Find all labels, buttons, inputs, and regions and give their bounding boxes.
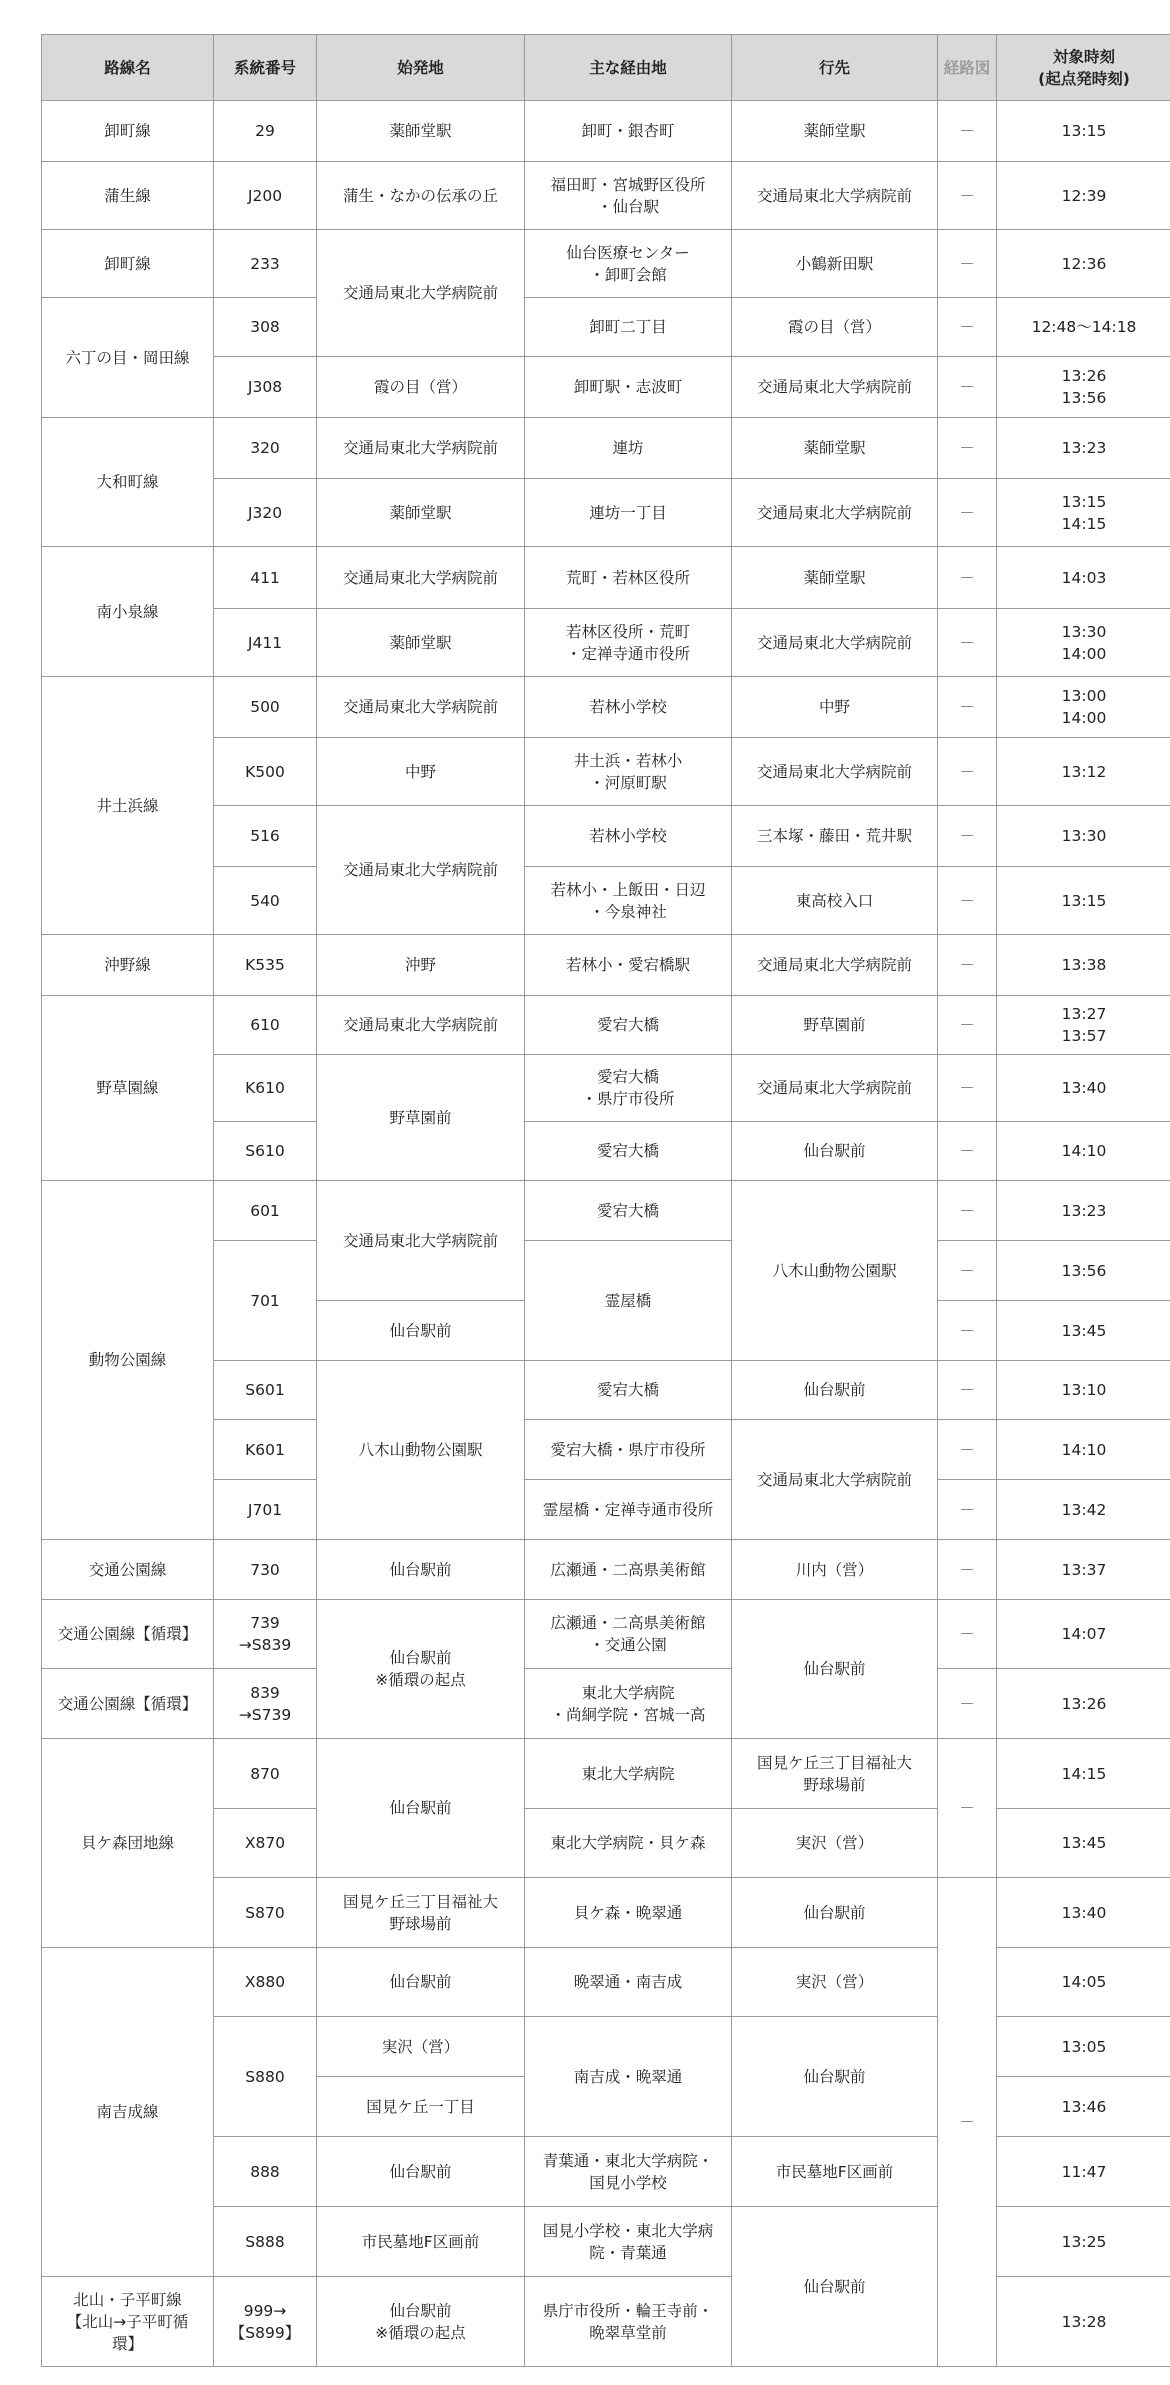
destination: 野草園前 [732,996,938,1055]
route-code: 500 [214,677,317,738]
destination: 三本塚・藤田・荒井駅 [732,806,938,867]
header-via: 主な経由地 [525,35,732,101]
via: 霊屋橋 [525,1241,732,1361]
table-row [42,1540,1170,1600]
route-map-link[interactable]: － [938,1669,997,1739]
route-code: 516 [214,806,317,867]
route-code: X870 [214,1809,317,1878]
departure-time: 13:10 [997,1361,1170,1420]
via: 広瀬通・二高県美術館 [525,1540,732,1600]
route-map-link[interactable]: － [938,738,997,806]
origin: 交通局東北大学病院前 [317,230,525,357]
origin: 交通局東北大学病院前 [317,418,525,479]
route-code: S888 [214,2207,317,2277]
via: 愛宕大橋 [525,1181,732,1241]
table-row [42,1600,1170,1669]
origin: 国見ケ丘一丁目 [317,2077,525,2137]
departure-time: 13:45 [997,1809,1170,1878]
departure-time: 13:26 [997,1669,1170,1739]
destination: 仙台駅前 [732,2017,938,2137]
table-row [42,230,1170,298]
departure-time: 14:10 [997,1122,1170,1181]
departure-time: 13:26 13:56 [997,357,1170,418]
origin: 仙台駅前 ※循環の起点 [317,1600,525,1739]
origin: 薬師堂駅 [317,101,525,162]
departure-time: 12:39 [997,162,1170,230]
origin: 中野 [317,738,525,806]
departure-time: 13:23 [997,1181,1170,1241]
route-map-link[interactable]: － [938,1361,997,1420]
via: 若林区役所・荒町 ・定禅寺通市役所 [525,609,732,677]
table-row [42,2277,1170,2367]
destination: 仙台駅前 [732,1878,938,1948]
destination: 交通局東北大学病院前 [732,1420,938,1540]
origin: 実沢（営） [317,2017,525,2077]
route-code: 308 [214,298,317,357]
route-map-link[interactable]: － [938,1241,997,1301]
route-code: 870 [214,1739,317,1809]
departure-time: 14:10 [997,1420,1170,1480]
route-map-link[interactable]: － [938,677,997,738]
route-code: S610 [214,1122,317,1181]
route-map-link[interactable]: － [938,867,997,935]
departure-time: 13:30 [997,806,1170,867]
departure-time: 13:00 14:00 [997,677,1170,738]
route-code: K610 [214,1055,317,1122]
route-map-link[interactable]: － [938,1540,997,1600]
table-row [42,162,1170,230]
route-code: 999→ 【S899】 [214,2277,317,2367]
table-row [42,1948,1170,2017]
origin: 仙台駅前 [317,1301,525,1361]
destination: 川内（営） [732,1540,938,1600]
route-code: 320 [214,418,317,479]
via: 愛宕大橋 [525,1361,732,1420]
via: 東北大学病院・貝ケ森 [525,1809,732,1878]
via: 若林小学校 [525,677,732,738]
table-row [42,996,1170,1055]
route-code: 540 [214,867,317,935]
via: 仙台医療センター ・卸町会館 [525,230,732,298]
departure-time: 13:12 [997,738,1170,806]
departure-time: 13:40 [997,1878,1170,1948]
departure-time: 13:37 [997,1540,1170,1600]
via: 荒町・若林区役所 [525,547,732,609]
origin: 交通局東北大学病院前 [317,806,525,935]
route-code: S870 [214,1878,317,1948]
destination: 薬師堂駅 [732,547,938,609]
route-map-link[interactable]: － [938,1420,997,1480]
origin: 市民墓地F区画前 [317,2207,525,2277]
table-row [42,677,1170,738]
via: 若林小・上飯田・日辺 ・今泉神社 [525,867,732,935]
route-map-link[interactable]: － [938,298,997,357]
route-name: 卸町線 [42,230,214,298]
route-code: K500 [214,738,317,806]
departure-time: 12:48～14:18 [997,298,1170,357]
origin: 霞の目（営） [317,357,525,418]
via: 東北大学病院 ・尚絅学院・宮城一高 [525,1669,732,1739]
destination: 中野 [732,677,938,738]
route-code: J701 [214,1480,317,1540]
route-map-link[interactable]: － [938,418,997,479]
departure-time: 13:56 [997,1241,1170,1301]
header-time: 対象時刻 (起点発時刻) [997,35,1170,101]
route-code: 411 [214,547,317,609]
via: 連坊一丁目 [525,479,732,547]
destination: 実沢（営） [732,1809,938,1878]
origin: 国見ケ丘三丁目福祉大 野球場前 [317,1878,525,1948]
destination: 国見ケ丘三丁目福祉大 野球場前 [732,1739,938,1809]
via: 卸町二丁目 [525,298,732,357]
departure-time: 13:27 13:57 [997,996,1170,1055]
route-name: 野草園線 [42,996,214,1181]
via: 井土浜・若林小 ・河原町駅 [525,738,732,806]
departure-time: 13:42 [997,1480,1170,1540]
departure-time: 13:15 [997,867,1170,935]
route-code: S880 [214,2017,317,2137]
route-code: 610 [214,996,317,1055]
route-map-link[interactable]: － [938,1878,997,2367]
header-code: 系統番号 [214,35,317,101]
header-route: 路線名 [42,35,214,101]
route-map-link[interactable]: － [938,101,997,162]
departure-time: 14:03 [997,547,1170,609]
destination: 薬師堂駅 [732,101,938,162]
via: 南吉成・晩翠通 [525,2017,732,2137]
route-map-link[interactable]: － [938,162,997,230]
via: 広瀬通・二高県美術館 ・交通公園 [525,1600,732,1669]
destination: 交通局東北大学病院前 [732,357,938,418]
route-code: X880 [214,1948,317,2017]
route-name: 卸町線 [42,101,214,162]
origin: 沖野 [317,935,525,996]
destination: 仙台駅前 [732,1361,938,1420]
route-map-link[interactable]: － [938,1055,997,1122]
route-map-link[interactable]: － [938,1301,997,1361]
departure-time: 12:36 [997,230,1170,298]
via: 卸町駅・志波町 [525,357,732,418]
header-dest: 行先 [732,35,938,101]
destination: 小鶴新田駅 [732,230,938,298]
table-row [42,1669,1170,1739]
origin: 交通局東北大学病院前 [317,547,525,609]
table-row [42,1181,1170,1241]
destination: 交通局東北大学病院前 [732,935,938,996]
route-code: J308 [214,357,317,418]
route-map-link[interactable]: － [938,357,997,418]
route-name: 交通公園線 [42,1540,214,1600]
departure-time: 13:28 [997,2277,1170,2367]
route-name: 貝ケ森団地線 [42,1739,214,1948]
origin: 蒲生・なかの伝承の丘 [317,162,525,230]
route-name: 北山・子平町線 【北山→子平町循 環】 [42,2277,214,2367]
departure-time: 13:25 [997,2207,1170,2277]
via: 霊屋橋・定禅寺通市役所 [525,1480,732,1540]
destination: 市民墓地F区画前 [732,2137,938,2207]
departure-time: 13:15 [997,101,1170,162]
destination: 霞の目（営） [732,298,938,357]
route-map-link[interactable]: － [938,1739,997,1878]
departure-time: 14:07 [997,1600,1170,1669]
route-map-link[interactable]: － [938,1600,997,1669]
via: 卸町・銀杏町 [525,101,732,162]
route-code: J320 [214,479,317,547]
departure-time: 14:15 [997,1739,1170,1809]
table-row [42,1739,1170,1809]
departure-time: 13:30 14:00 [997,609,1170,677]
route-map-link[interactable]: － [938,609,997,677]
destination: 交通局東北大学病院前 [732,162,938,230]
destination: 交通局東北大学病院前 [732,609,938,677]
route-map-link[interactable]: － [938,996,997,1055]
origin: 薬師堂駅 [317,479,525,547]
via: 青葉通・東北大学病院・ 国見小学校 [525,2137,732,2207]
route-code: 601 [214,1181,317,1241]
origin: 仙台駅前 [317,1739,525,1878]
departure-time: 13:23 [997,418,1170,479]
header-origin: 始発地 [317,35,525,101]
route-name: 蒲生線 [42,162,214,230]
route-code: 839 →S739 [214,1669,317,1739]
table-row [42,547,1170,609]
destination: 仙台駅前 [732,1600,938,1739]
origin: 交通局東北大学病院前 [317,1181,525,1301]
via: 東北大学病院 [525,1739,732,1809]
origin: 仙台駅前 [317,1540,525,1600]
route-map-link[interactable]: － [938,230,997,298]
route-code: S601 [214,1361,317,1420]
route-map-link[interactable]: － [938,547,997,609]
origin: 野草園前 [317,1055,525,1181]
route-name: 沖野線 [42,935,214,996]
via: 愛宕大橋・県庁市役所 [525,1420,732,1480]
route-code: 739 →S839 [214,1600,317,1669]
via: 若林小学校 [525,806,732,867]
route-code: K601 [214,1420,317,1480]
origin: 八木山動物公園駅 [317,1361,525,1540]
destination: 交通局東北大学病院前 [732,1055,938,1122]
destination: 仙台駅前 [732,2207,938,2367]
departure-time: 13:45 [997,1301,1170,1361]
route-map-link[interactable]: － [938,1480,997,1540]
route-name: 井土浜線 [42,677,214,935]
route-code: 701 [214,1241,317,1361]
route-table [41,34,1170,2367]
via: 福田町・宮城野区役所 ・仙台駅 [525,162,732,230]
via: 国見小学校・東北大学病 院・青葉通 [525,2207,732,2277]
route-map-link[interactable]: － [938,1122,997,1181]
route-map-link[interactable]: － [938,935,997,996]
departure-time: 13:40 [997,1055,1170,1122]
departure-time: 13:15 14:15 [997,479,1170,547]
route-code: 730 [214,1540,317,1600]
departure-time: 14:05 [997,1948,1170,2017]
departure-time: 13:38 [997,935,1170,996]
table-row [42,298,1170,357]
route-name: 南吉成線 [42,1948,214,2277]
route-name: 大和町線 [42,418,214,547]
destination: 八木山動物公園駅 [732,1181,938,1361]
destination: 実沢（営） [732,1948,938,2017]
table-row [42,101,1170,162]
departure-time: 11:47 [997,2137,1170,2207]
via: 愛宕大橋 [525,1122,732,1181]
origin: 仙台駅前 ※循環の起点 [317,2277,525,2367]
destination: 東高校入口 [732,867,938,935]
destination: 薬師堂駅 [732,418,938,479]
table-row [42,935,1170,996]
destination: 仙台駅前 [732,1122,938,1181]
origin: 薬師堂駅 [317,609,525,677]
route-name: 動物公園線 [42,1181,214,1540]
origin: 交通局東北大学病院前 [317,996,525,1055]
origin: 仙台駅前 [317,1948,525,2017]
destination: 交通局東北大学病院前 [732,479,938,547]
route-map-link[interactable]: － [938,806,997,867]
route-map-link[interactable]: － [938,479,997,547]
via: 貝ケ森・晩翠通 [525,1878,732,1948]
route-name: 南小泉線 [42,547,214,677]
route-code: K535 [214,935,317,996]
departure-time: 13:05 [997,2017,1170,2077]
route-code: 888 [214,2137,317,2207]
route-code: J411 [214,609,317,677]
origin: 仙台駅前 [317,2137,525,2207]
route-code: J200 [214,162,317,230]
table-row [42,418,1170,479]
via: 連坊 [525,418,732,479]
via: 晩翠通・南吉成 [525,1948,732,2017]
via: 愛宕大橋 [525,996,732,1055]
table-header-row [42,35,1170,101]
departure-time: 13:46 [997,2077,1170,2137]
route-code: 233 [214,230,317,298]
route-map-link[interactable]: － [938,1181,997,1241]
destination: 交通局東北大学病院前 [732,738,938,806]
via: 県庁市役所・輪王寺前・ 晩翠草堂前 [525,2277,732,2367]
header-map: 経路図 [938,35,997,101]
via: 若林小・愛宕橋駅 [525,935,732,996]
origin: 交通局東北大学病院前 [317,677,525,738]
route-code: 29 [214,101,317,162]
route-name: 交通公園線【循環】 [42,1669,214,1739]
route-name: 交通公園線【循環】 [42,1600,214,1669]
route-name: 六丁の目・岡田線 [42,298,214,418]
via: 愛宕大橋 ・県庁市役所 [525,1055,732,1122]
